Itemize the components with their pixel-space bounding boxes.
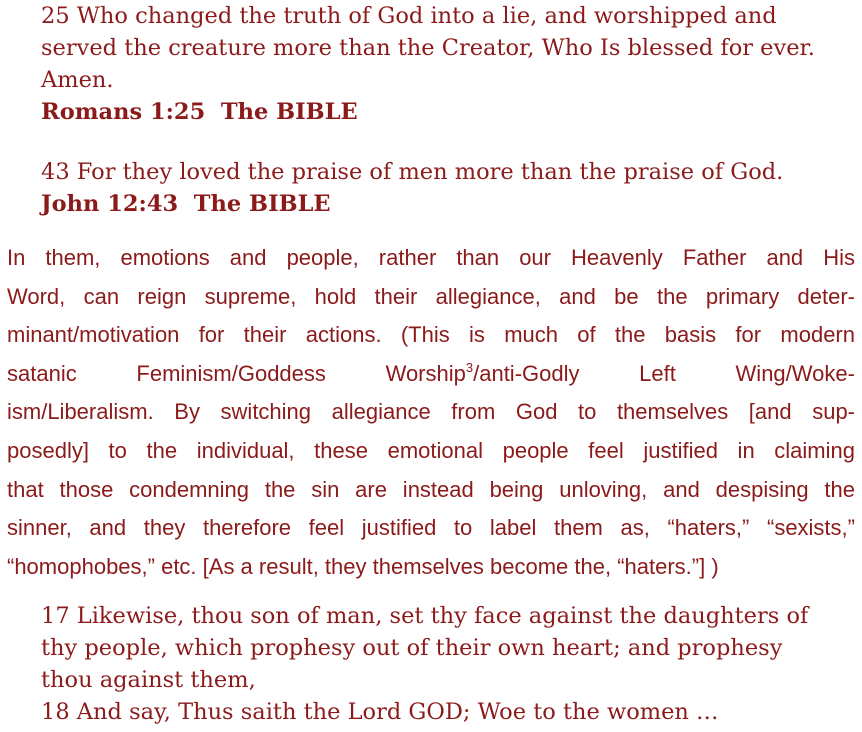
footnote-marker[interactable]: 3 <box>465 359 474 375</box>
verse-line: Amen. <box>41 67 114 93</box>
paragraph-line: that those condemning the sin are instead being unloving, and despising the <box>7 476 855 502</box>
paragraph-line: ism/Liberalism. By switching allegiance from God to themselves [and sup- <box>7 399 855 425</box>
word-with-footnote <box>386 355 580 394</box>
verse-line: 43 For they loved the praise of men more than the praise of God. <box>41 159 784 185</box>
scripture-quote-romans <box>41 0 841 128</box>
paragraph-line <box>7 355 855 394</box>
word: /anti-Godly <box>473 360 580 386</box>
word: Wing/Woke- <box>735 360 855 386</box>
word: Feminism/Goddess <box>136 360 326 386</box>
verse-line: 25 Who changed the truth of God into a lie, and worshipped and <box>41 3 777 29</box>
scripture-reference: Romans 1:25 The BIBLE <box>41 99 358 125</box>
word: Left <box>639 360 676 386</box>
paragraph-line: sinner, and they therefore feel justified to label them as, “haters,” “sexists,” <box>7 515 855 541</box>
word: Worship <box>385 360 466 386</box>
verse-line: thy people, which prophesy out of their own heart; and prophesy <box>41 635 783 661</box>
scripture-quote-ezekiel <box>41 600 841 728</box>
paragraph-line: “homophobes,” etc. [As a result, they themselves become the, “haters.”] ) <box>7 553 719 579</box>
paragraph-line: posedly] to the individual, these emotional people feel justified in claiming <box>7 437 855 463</box>
verse-line: 18 And say, Thus saith the Lord GOD; Woe to the women … <box>41 699 719 725</box>
word: satanic <box>7 360 77 386</box>
verse-line: thou against them, <box>41 667 256 693</box>
scripture-reference: John 12:43 The BIBLE <box>41 191 331 217</box>
paragraph-line: In them, emotions and people, rather than our Heavenly Father and His <box>7 245 855 270</box>
scripture-quote-john <box>41 156 841 220</box>
paragraph-line: minant/motivation for their actions. (This is much of the basis for modern <box>7 322 855 348</box>
paragraph-line: Word, can reign supreme, hold their allegiance, and be the primary deter- <box>7 283 855 309</box>
verse-line: served the creature more than the Creator, Who Is blessed for ever. <box>41 35 815 61</box>
verse-line: 17 Likewise, thou son of man, set thy face against the daughters of <box>41 603 809 629</box>
body-paragraph <box>7 239 855 586</box>
